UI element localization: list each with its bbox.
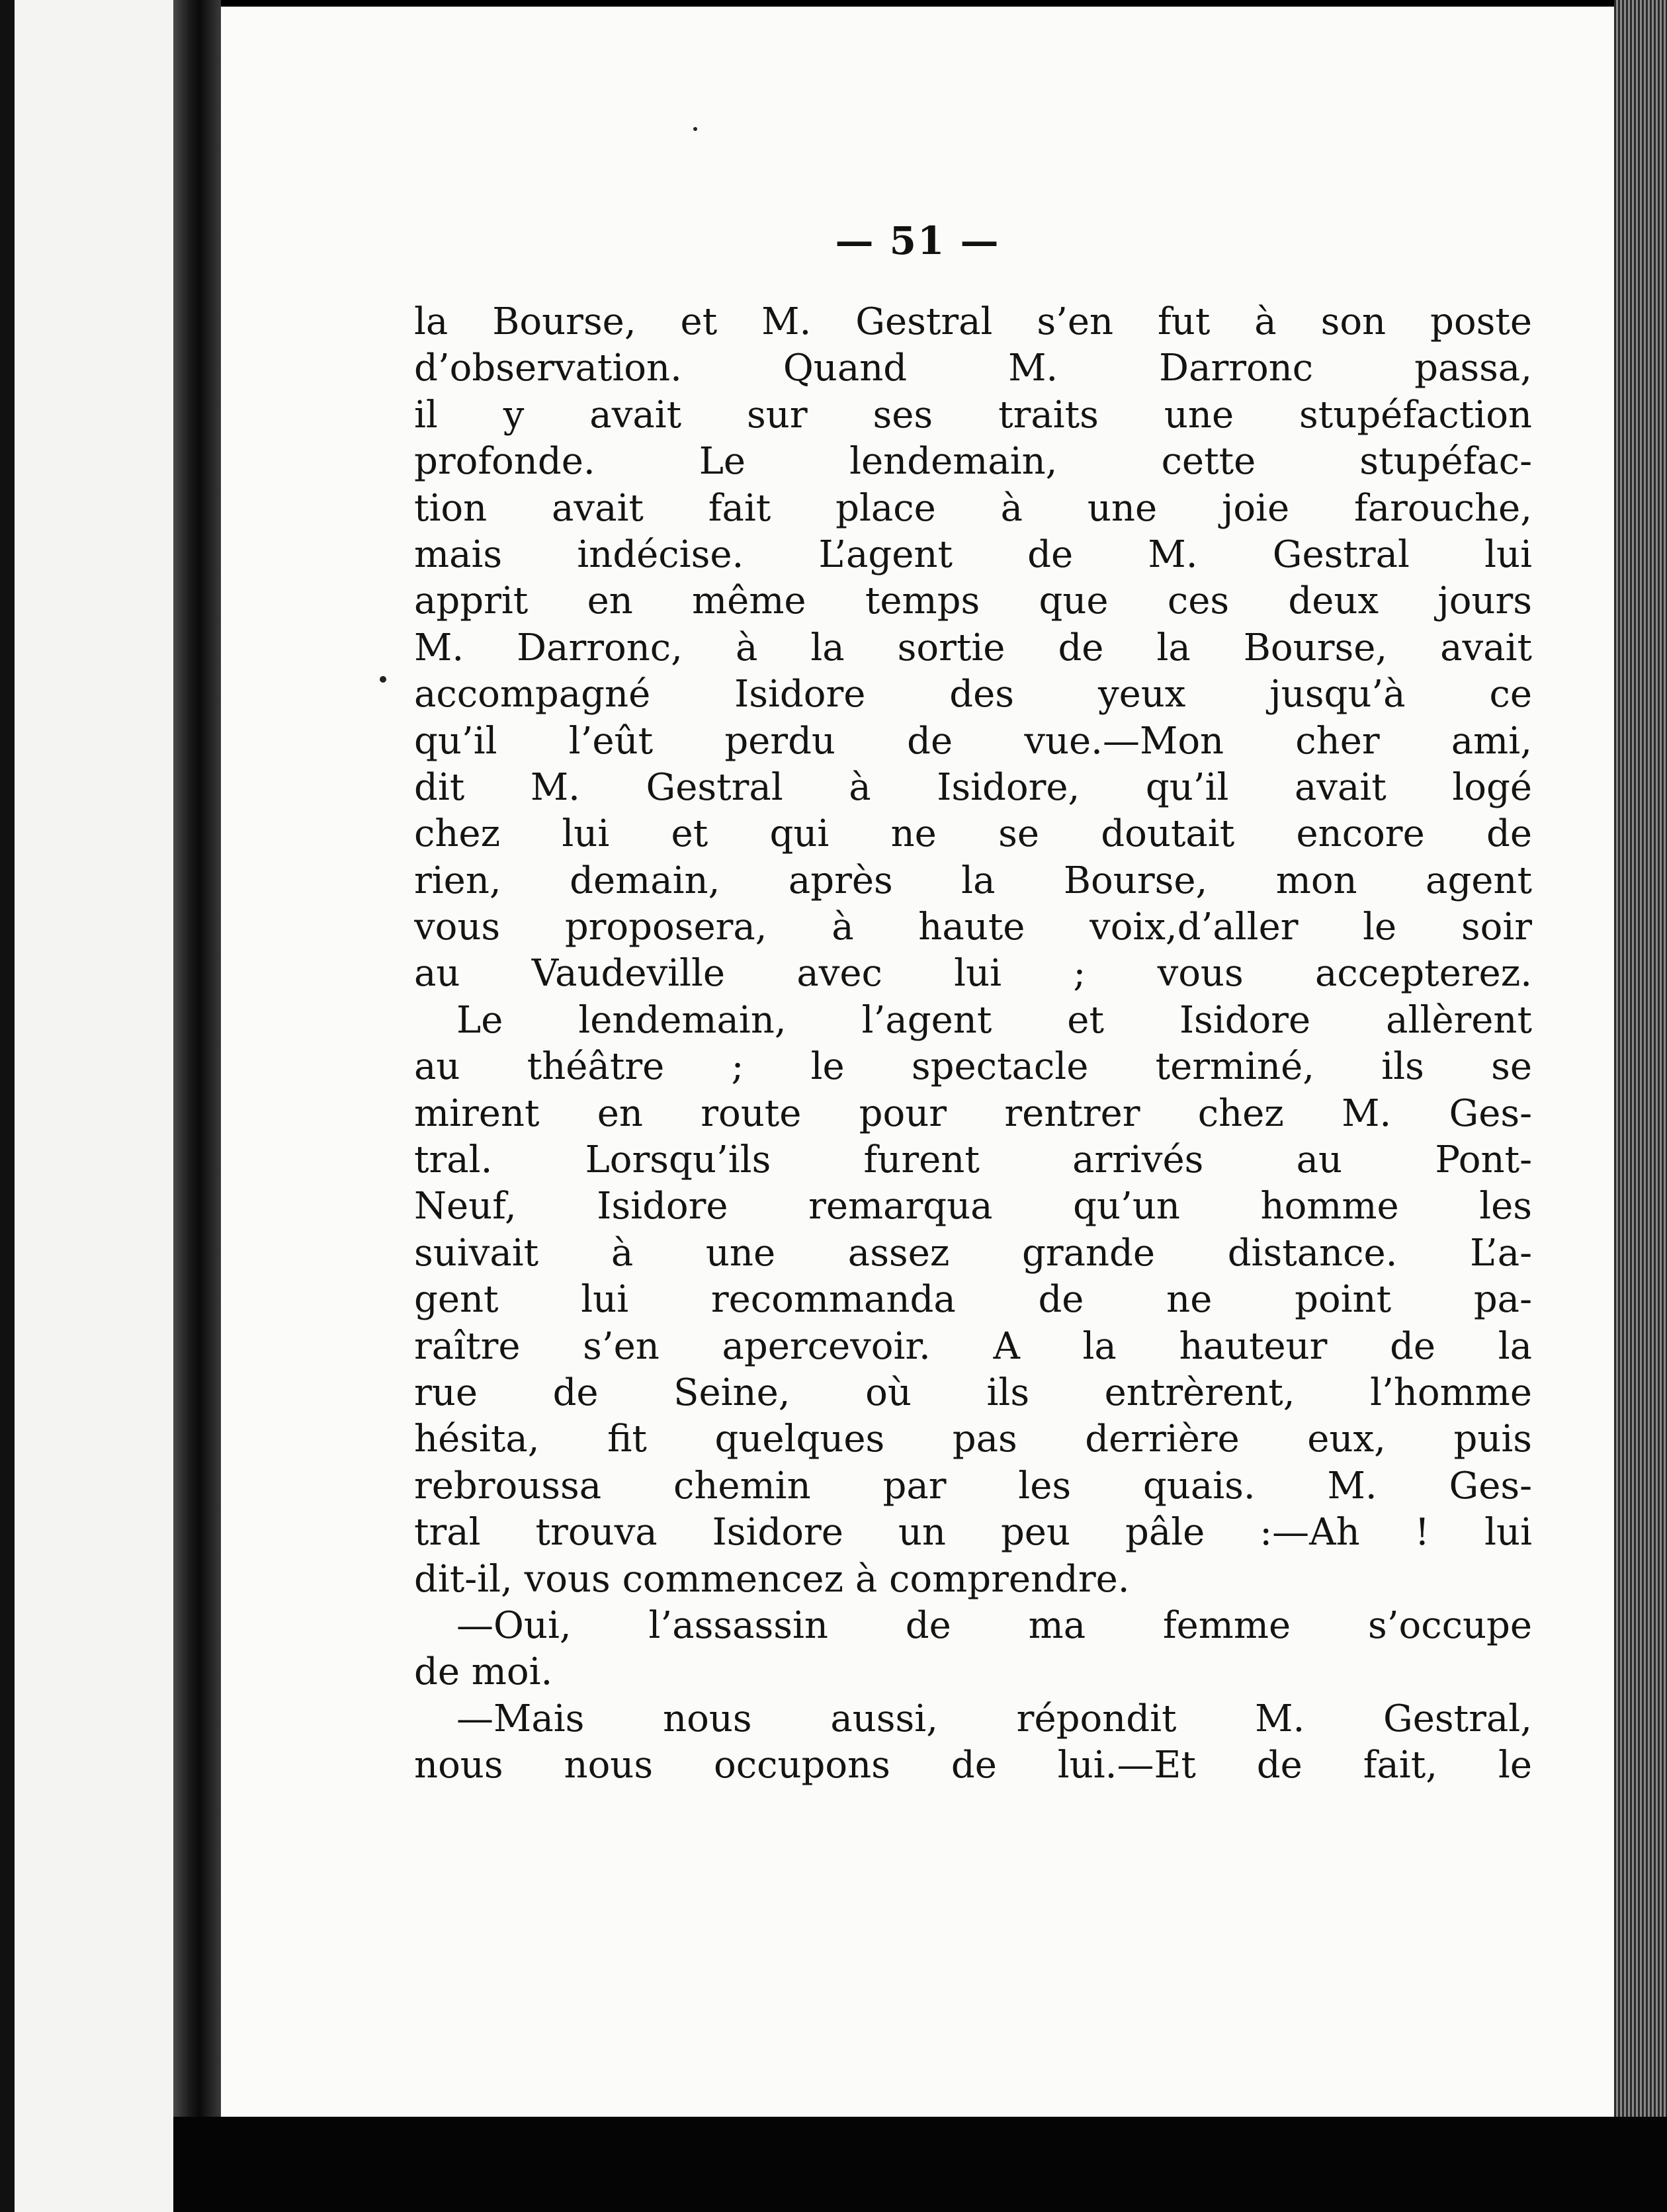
text-line: nous nous occupons de lui.—Et de fait, le [414,1744,1532,1787]
text-line: chez lui et qui ne se doutait encore de [414,812,1532,856]
text-line: rue de Seine, où ils entrèrent, l’homme [414,1371,1532,1414]
ink-speck [693,127,697,131]
text-line: M. Darronc, à la sortie de la Bourse, avait [414,626,1532,669]
text-line: la Bourse, et M. Gestral s’en fut à son poste [414,300,1532,343]
text-line: —Mais nous aussi, répondit M. Gestral, [456,1697,1532,1740]
text-line: dit-il, vous commencez à comprendre. [414,1557,1130,1601]
text-line: —Oui, l’assassin de ma femme s’occupe [456,1603,1532,1647]
text-line: au Vaudeville avec lui ; vous accepterez. [414,952,1532,996]
book-page [221,7,1614,2117]
text-line: d’observation. Quand M. Darronc passa, [414,347,1532,390]
text-line: mais indécise. L’agent de M. Gestral lui [414,532,1532,576]
text-line: il y avait sur ses traits une stupéfaction [414,393,1532,437]
text-line: rebroussa chemin par les quais. M. Ges- [414,1464,1532,1508]
text-line: tral. Lorsqu’ils furent arrivés au Pont- [414,1138,1532,1182]
text-line: Le lendemain, l’agent et Isidore allèrent [456,998,1532,1042]
text-line: suivait à une assez grande distance. L’a- [414,1231,1532,1275]
text-line: mirent en route pour rentrer chez M. Ges- [414,1091,1532,1135]
scan-bottom-border [173,2117,1667,2212]
body-text [414,299,1532,1789]
text-line: de moi. [414,1650,553,1694]
left-page-edge [0,0,15,2212]
text-line: dit M. Gestral à Isidore, qu’il avait logé [414,765,1532,809]
text-line: tral trouva Isidore un peu pâle :—Ah ! lui [414,1511,1532,1554]
text-line: apprit en même temps que ces deux jours [414,579,1532,623]
text-line: accompagné Isidore des yeux jusqu’à ce [414,673,1532,716]
text-line: rien, demain, après la Bourse, mon agent [414,859,1532,902]
left-facing-page [0,0,173,2212]
text-line: Neuf, Isidore remarqua qu’un homme les [414,1185,1532,1228]
book-gutter [173,0,221,2212]
text-line: profonde. Le lendemain, cette stupéfac- [414,440,1532,484]
text-line: hésita, fit quelques pas derrière eux, puis [414,1418,1532,1461]
page-number: — 51 — [835,218,1000,263]
text-line: qu’il l’eût perdu de vue.—Mon cher ami, [414,719,1532,763]
text-line: au théâtre ; le spectacle terminé, ils se [414,1045,1532,1089]
text-line: tion avait fait place à une joie farouche, [414,486,1532,530]
text-line: gent lui recommanda de ne point pa- [414,1278,1532,1322]
text-line: vous proposera, à haute voix,d’aller le soir [414,906,1532,949]
text-line: raître s’en apercevoir. A la hauteur de la [414,1324,1532,1368]
page-fore-edge [1614,0,1667,2212]
ink-speck [380,676,386,683]
